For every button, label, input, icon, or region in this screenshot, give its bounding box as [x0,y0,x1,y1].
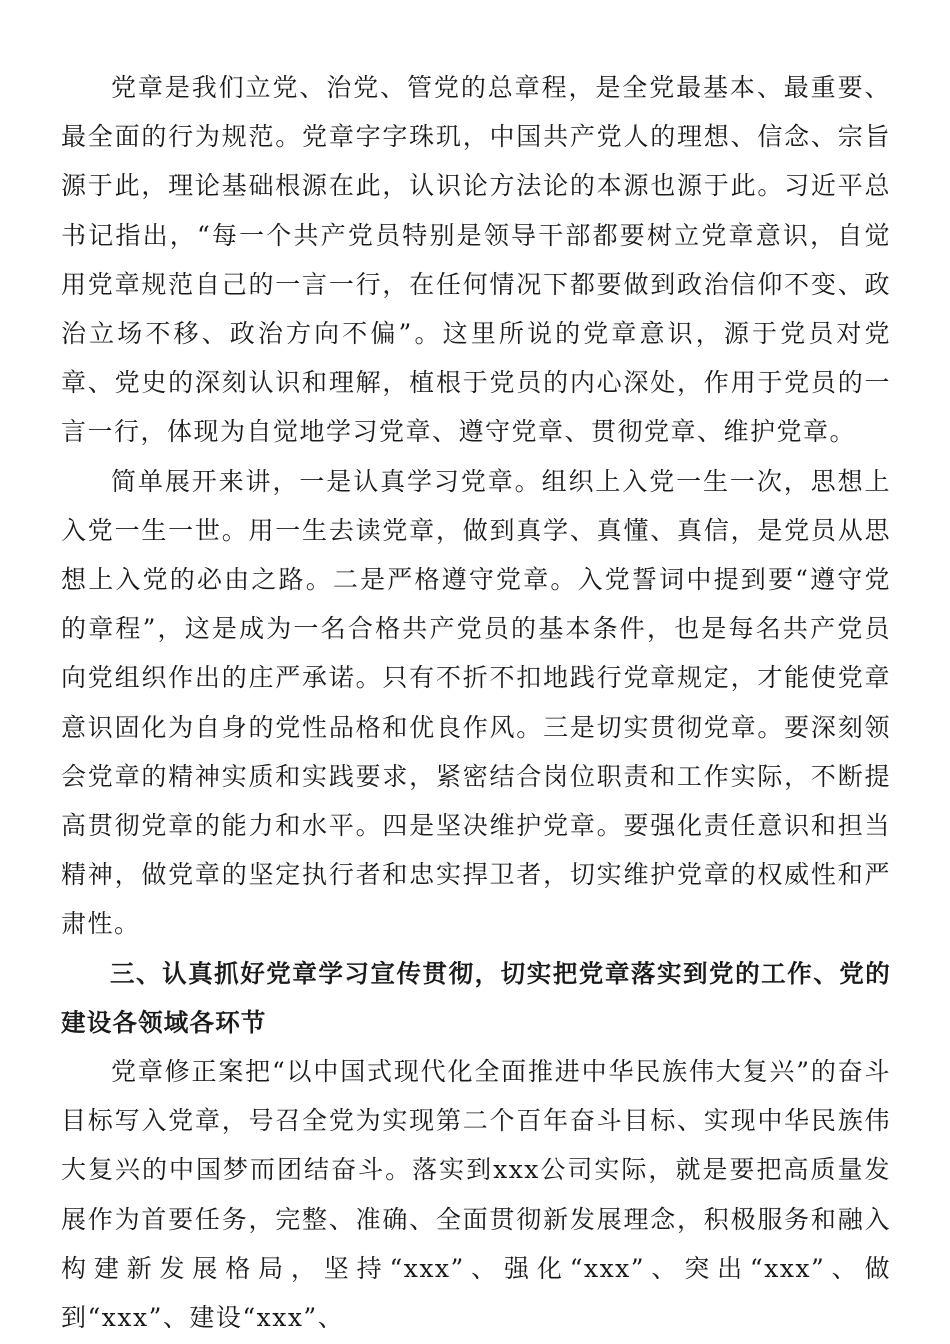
document-page [61,63,891,1342]
section-heading-three: 三、认真抓好党章学习宣传贯彻，切实把党章落实到党的工作、党的建设各领域各环节 [61,958,891,1037]
paragraph-amendment-implementation: 党章修正案把“以中国式现代化全面推进中华民族伟大复兴”的奋斗目标写入党章，号召全党为实现第二个百年奋斗目标、实现中华民族伟大复兴的中国梦而团结奋斗。落实到xxx公司实际，就是要把高质量发展作为首要任务，完整、准确、全面贯彻新发展理念，积极服务和融入构建新发展格局，坚持“xxx”、强化“xxx”、突出“xxx”、做到“xxx”、建设“xxx”、 [61,1057,891,1333]
paragraph-party-constitution-awareness: 党章是我们立党、治党、管党的总章程，是全党最基本、最重要、最全面的行为规范。党章字字珠玑，中国共产党人的理想、信念、宗旨源于此，理论基础根源在此，认识论方法论的本源也源于此。习近平总书记指出，“每一个共产党员特别是领导干部都要树立党章意识，自觉用党章规范自己的一言一行，在任何情况下都要做到政治信仰不变、政治立场不移、政治方向不偏”。这里所说的党章意识，源于党员对党章、党史的深刻认识和理解，植根于党员的内心深处，作用于党员的一言一行，体现为自觉地学习党章、遵守党章、贯彻党章、维护党章。 [61,73,891,447]
paragraph-four-requirements: 简单展开来讲，一是认真学习党章。组织上入党一生一次，思想上入党一生一世。用一生去读党章，做到真学、真懂、真信，是党员从思想上入党的必由之路。二是严格遵守党章。入党誓词中提到要“遵守党的章程”，这是成为一名合格共产党员的基本条件，也是每名共产党员向党组织作出的庄严承诺。只有不折不扣地践行党章规定，才能使党章意识固化为自身的党性品格和优良作风。三是切实贯彻党章。要深刻领会党章的精神实质和实践要求，紧密结合岗位职责和工作实际，不断提高贯彻党章的能力和水平。四是坚决维护党章。要强化责任意识和担当精神，做党章的坚定执行者和忠实捍卫者，切实维护党章的权威性和严肃性。 [61,466,891,939]
